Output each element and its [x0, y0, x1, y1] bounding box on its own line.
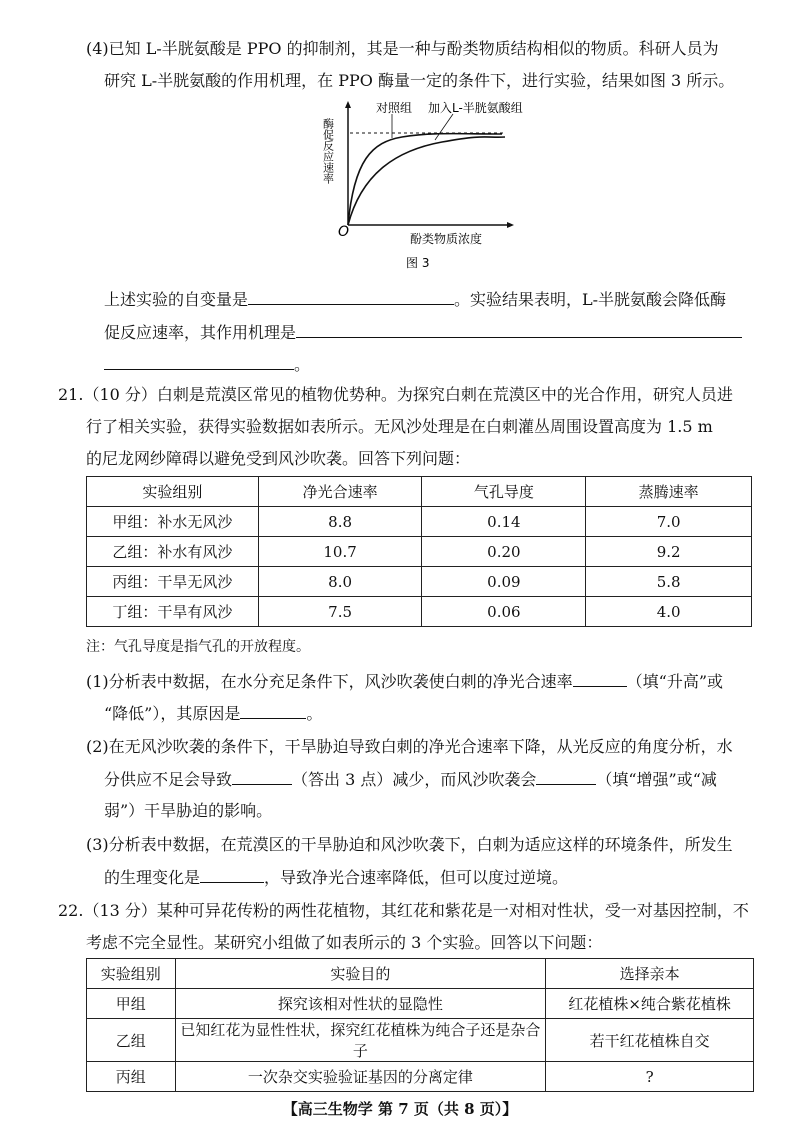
q21-line1: 21.（10 分）白刺是荒漠区常见的植物优势种。为探究白刺在荒漠区中的光合作用，研究人员进 — [58, 385, 733, 404]
q21-p2-text-b: 分供应不足会导致 — [104, 770, 233, 789]
q21-p1-text-b: （填“升高”或 — [626, 672, 724, 691]
q22-th-parents: 选择亲本 — [546, 959, 754, 989]
q21-data-table — [86, 476, 752, 627]
q21-th-net-photosynthesis: 净光合速率 — [258, 477, 422, 507]
q21-p2-line1: (2)在无风沙吹袭的条件下，干旱胁迫导致白刺的净光合速率下降，从光反应的角度分析，水 — [86, 737, 733, 756]
q21-cell: 乙组：补水有风沙 — [87, 537, 259, 567]
q21-p2-text-d: （填“增强”或“减 — [596, 770, 717, 789]
q21-cell: 8.0 — [258, 567, 422, 597]
q21-p2-text-c: （答出 3 点）减少，而风沙吹袭会 — [292, 770, 537, 789]
figure3-y-arrow — [345, 101, 351, 108]
q21-cell: 9.2 — [586, 537, 752, 567]
answer-blank-q21-1a[interactable] — [573, 670, 627, 687]
q21-p1-text-c: “降低”），其原因是 — [104, 704, 241, 723]
answer-blank-mechanism-2[interactable] — [104, 353, 294, 370]
q21-cell: 7.5 — [258, 597, 422, 627]
q21-note: 注：气孔导度是指气孔的开放程度。 — [86, 639, 310, 655]
q22-th-purpose: 实验目的 — [175, 959, 546, 989]
table-row — [87, 537, 752, 567]
q21-th-transpiration: 蒸腾速率 — [586, 477, 752, 507]
q21-cell: 10.7 — [258, 537, 422, 567]
q21-cell: 8.8 — [258, 507, 422, 537]
q21-th-group: 实验组别 — [87, 477, 259, 507]
q21-cell: 0.20 — [422, 537, 586, 567]
figure3-curve-treatment — [348, 137, 505, 225]
q22-cell: 乙组 — [87, 1019, 176, 1062]
figure3-caption: 图 3 — [406, 256, 430, 270]
table-row — [87, 1062, 754, 1092]
q21-cell: 7.0 — [586, 507, 752, 537]
figure3-xlabel: 酚类物质浓度 — [410, 232, 483, 246]
q20-4-question-line2 — [104, 321, 742, 344]
answer-blank-q21-1b[interactable] — [240, 702, 306, 719]
q20-4-q-part2: 。实验结果表明，L-半胱氨酸会降低酶 — [454, 290, 727, 309]
q22-th-group: 实验组别 — [87, 959, 176, 989]
q21-p1-line1 — [86, 670, 723, 693]
q20-4-question-line1 — [104, 288, 726, 311]
q20-4-question-line3 — [104, 353, 310, 376]
q20-4-q-part1: 上述实验的自变量是 — [104, 290, 249, 309]
q21-cell: 4.0 — [586, 597, 752, 627]
q21-p2-line3: 弱”）干旱胁迫的影响。 — [104, 801, 273, 820]
figure3-leader-treatment — [435, 114, 453, 140]
q21-p1-text-d: 。 — [306, 704, 323, 723]
q21-table-header-row — [87, 477, 752, 507]
q21-cell: 甲组：补水无风沙 — [87, 507, 259, 537]
table-row — [87, 507, 752, 537]
q21-cell: 0.14 — [422, 507, 586, 537]
figure3-origin: O — [338, 224, 350, 240]
answer-blank-q21-2b[interactable] — [536, 768, 596, 785]
q21-cell: 0.09 — [422, 567, 586, 597]
q21-line2: 行了相关实验，获得实验数据如表所示。无风沙处理是在白刺灌丛周围设置高度为 1.5 m — [86, 417, 713, 436]
q21-cell: 0.06 — [422, 597, 586, 627]
q22-cell: 若干红花植株自交 — [546, 1019, 754, 1062]
q20-4-line2: 研究 L-半胱氨酸的作用机理，在 PPO 酶量一定的条件下，进行实验，结果如图 3 所示。 — [104, 71, 735, 90]
answer-blank-independent-variable[interactable] — [248, 288, 454, 305]
q22-cell: 丙组 — [87, 1062, 176, 1092]
figure3-legend-treatment: 加入L-半胱氨酸组 — [428, 101, 523, 115]
q21-p3-line2 — [104, 866, 568, 889]
q20-4-q-part4: 。 — [294, 355, 311, 374]
figure3-x-arrow — [507, 222, 514, 228]
q22-cell: 已知红花为显性性状，探究红花植株为纯合子还是杂合子 — [175, 1019, 546, 1062]
table-row — [87, 1019, 754, 1062]
figure3-ylabel: 酶促反应速率 — [321, 118, 335, 184]
figure-3 — [310, 100, 530, 270]
table-row — [87, 989, 754, 1019]
q22-table-header-row — [87, 959, 754, 989]
q22-experiment-table — [86, 958, 754, 1092]
q21-cell: 丁组：干旱有风沙 — [87, 597, 259, 627]
answer-blank-q21-2a[interactable] — [232, 768, 292, 785]
table-row — [87, 597, 752, 627]
q22-cell: 甲组 — [87, 989, 176, 1019]
q22-cell: 红花植株×纯合紫花植株 — [546, 989, 754, 1019]
q21-line3: 的尼龙网纱障碍以避免受到风沙吹袭。回答下列问题： — [86, 449, 471, 468]
q22-cell: 一次杂交实验验证基因的分离定律 — [175, 1062, 546, 1092]
q21-p2-line2 — [104, 768, 717, 791]
q22-cell: 探究该相对性状的显隐性 — [175, 989, 546, 1019]
q21-cell: 5.8 — [586, 567, 752, 597]
q21-th-stomatal-conductance: 气孔导度 — [422, 477, 586, 507]
q22-cell: ? — [546, 1062, 754, 1092]
q20-4-q-part3: 促反应速率，其作用机理是 — [104, 323, 297, 342]
answer-blank-q21-3[interactable] — [200, 866, 264, 883]
q21-p1-line2 — [104, 702, 322, 725]
answer-blank-mechanism-1[interactable] — [296, 321, 742, 338]
q21-p3-line1: (3)分析表中数据，在荒漠区的干旱胁迫和风沙吹袭下，白刺为适应这样的环境条件，所发生 — [86, 835, 733, 854]
figure3-legend-control: 对照组 — [376, 101, 413, 115]
table-row — [87, 567, 752, 597]
q22-line1: 22.（13 分）某种可异花传粉的两性花植物，其红花和紫花是一对相对性状，受一对基因控制，不 — [58, 901, 749, 920]
q22-line2: 考虑不完全显性。某研究小组做了如表所示的 3 个实验。回答以下问题： — [86, 933, 603, 952]
q21-p1-text-a: (1)分析表中数据，在水分充足条件下，风沙吹袭使白刺的净光合速率 — [86, 672, 573, 691]
q21-p3-text-c: ，导致净光合速率降低，但可以度过逆境。 — [264, 868, 569, 887]
q21-p3-text-b: 的生理变化是 — [104, 868, 201, 887]
q20-4-line1: (4)已知 L-半胱氨酸是 PPO 的抑制剂，其是一种与酚类物质结构相似的物质。科研人员为 — [86, 39, 719, 58]
page-footer: 【高三生物学 第 7 页（共 8 页）】 — [282, 1100, 518, 1118]
q21-cell: 丙组：干旱无风沙 — [87, 567, 259, 597]
